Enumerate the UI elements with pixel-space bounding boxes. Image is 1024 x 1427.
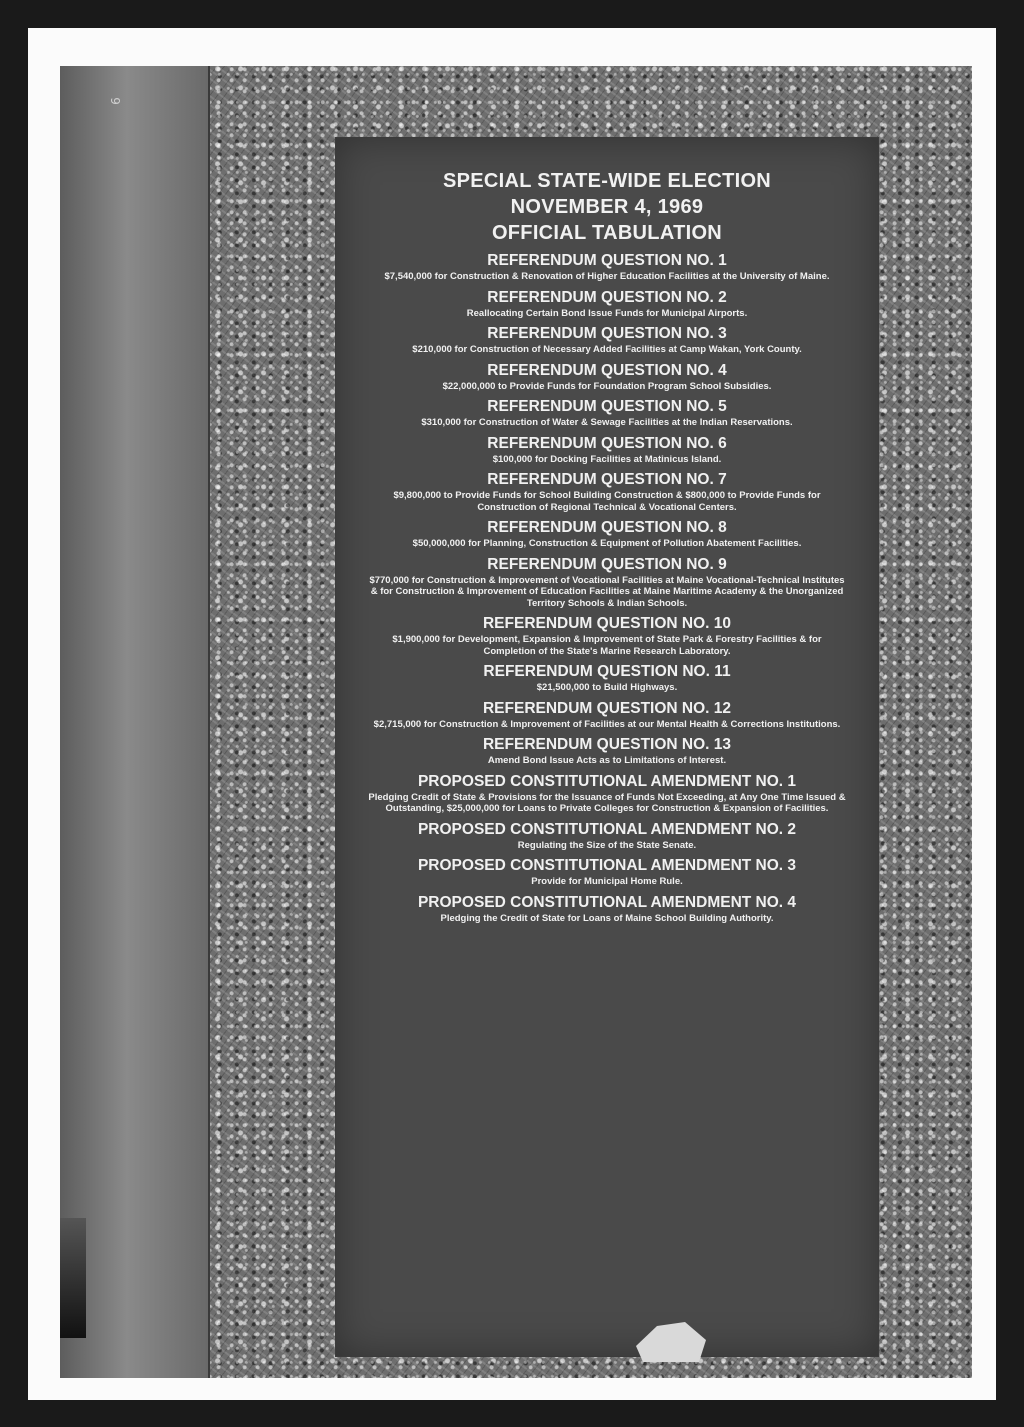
question-description: $100,000 for Docking Facilities at Matinicus Island. <box>492 453 722 465</box>
question-entry <box>366 857 848 888</box>
question-description: Reallocating Certain Bond Issue Funds for Municipal Airports. <box>466 307 748 319</box>
tabulation-title: OFFICIAL TABULATION <box>491 222 723 244</box>
question-description: $50,000,000 for Planning, Construction & Equipment of Pollution Abatement Facilities. <box>412 538 802 549</box>
question-entry <box>366 435 848 466</box>
election-title: SPECIAL STATE-WIDE ELECTION <box>442 170 772 192</box>
question-description: $1,900,000 for Development, Expansion & Improvement of State Park & Forestry Facilities & for Completion of the State's Marine Research Laboratory. <box>392 634 822 657</box>
question-entry <box>366 325 848 356</box>
question-entry <box>366 471 848 513</box>
question-description: Pledging the Credit of State for Loans of Maine School Building Authority. <box>440 912 774 924</box>
question-title: REFERENDUM QUESTION NO. 1 <box>487 252 727 269</box>
white-mat <box>28 28 996 1400</box>
question-description: $210,000 for Construction of Necessary Added Facilities at Camp Wakan, York County. <box>412 344 802 355</box>
question-title: REFERENDUM QUESTION NO. 4 <box>487 361 727 379</box>
question-description: Pledging Credit of State & Provisions for the Issuance of Funds Not Exceeding, at Any One Time Issued & Outstanding, $25,000,000 for Loans to Private Colleges for Construction & Expansion of Facilities. <box>368 791 846 814</box>
question-entry <box>366 398 848 429</box>
question-entry <box>366 773 848 815</box>
question-description: $310,000 for Construction of Water & Sewage Facilities at the Indian Reservations. <box>421 417 793 428</box>
marbled-binder-cover <box>60 66 972 1378</box>
question-entry <box>366 821 848 852</box>
question-description: Amend Bond Issue Acts as to Limitations of Interest. <box>487 755 727 766</box>
question-title: REFERENDUM QUESTION NO. 12 <box>482 699 732 717</box>
question-entry <box>366 736 848 767</box>
question-entry <box>366 556 848 610</box>
question-title: REFERENDUM QUESTION NO. 10 <box>482 615 732 632</box>
question-entry <box>366 894 848 925</box>
label-heading <box>366 168 848 246</box>
question-description: $770,000 for Construction & Improvement of Vocational Facilities at Maine Vocational-Technical Institutes & for Construction & Improvement of Education Facilities at Maine Maritime Academy & the Unorganized Territory Schools & Indian Schools. <box>369 574 845 609</box>
question-entry <box>366 663 848 694</box>
question-title: REFERENDUM QUESTION NO. 5 <box>487 398 727 415</box>
question-title: REFERENDUM QUESTION NO. 3 <box>487 325 727 342</box>
question-description: Regulating the Size of the State Senate. <box>517 839 697 851</box>
question-entry <box>366 252 848 283</box>
question-description: $21,500,000 to Build Highways. <box>536 682 678 693</box>
question-entry <box>366 615 848 657</box>
question-title: REFERENDUM QUESTION NO. 9 <box>487 555 727 573</box>
question-title: PROPOSED CONSTITUTIONAL AMENDMENT NO. 3 <box>417 857 797 874</box>
question-entry <box>366 700 848 731</box>
question-title: REFERENDUM QUESTION NO. 8 <box>487 519 727 536</box>
question-description: $22,000,000 to Provide Funds for Foundation Program School Subsidies. <box>442 380 772 392</box>
spine-number: 6 <box>108 97 123 105</box>
question-title: REFERENDUM QUESTION NO. 6 <box>487 434 727 452</box>
question-title: REFERENDUM QUESTION NO. 11 <box>483 663 731 680</box>
label-tear <box>636 1322 706 1362</box>
question-description: Provide for Municipal Home Rule. <box>531 876 683 887</box>
question-title: PROPOSED CONSTITUTIONAL AMENDMENT NO. 2 <box>417 820 797 838</box>
question-title: REFERENDUM QUESTION NO. 7 <box>487 471 727 488</box>
question-description: $7,540,000 for Construction & Renovation of Higher Education Facilities at the University of Maine. <box>384 271 830 282</box>
question-title: REFERENDUM QUESTION NO. 2 <box>487 288 727 306</box>
question-description: $9,800,000 to Provide Funds for School Building Construction & $800,000 to Provide Funds for Construction of Regional Technical & Vocational Centers. <box>393 490 821 513</box>
question-entry <box>366 289 848 320</box>
label-content <box>366 168 848 924</box>
spine-tassel <box>60 1218 86 1338</box>
question-entry <box>366 519 848 550</box>
election-date: NOVEMBER 4, 1969 <box>510 196 704 218</box>
question-title: REFERENDUM QUESTION NO. 13 <box>482 736 732 753</box>
question-title: PROPOSED CONSTITUTIONAL AMENDMENT NO. 4 <box>417 893 797 911</box>
question-list <box>366 252 848 924</box>
binder-spine <box>60 66 210 1378</box>
question-title: PROPOSED CONSTITUTIONAL AMENDMENT NO. 1 <box>417 772 797 790</box>
question-description: $2,715,000 for Construction & Improvement of Facilities at our Mental Health & Corrections Institutions. <box>373 718 841 730</box>
question-entry <box>366 362 848 393</box>
tabulation-label <box>336 138 878 1356</box>
